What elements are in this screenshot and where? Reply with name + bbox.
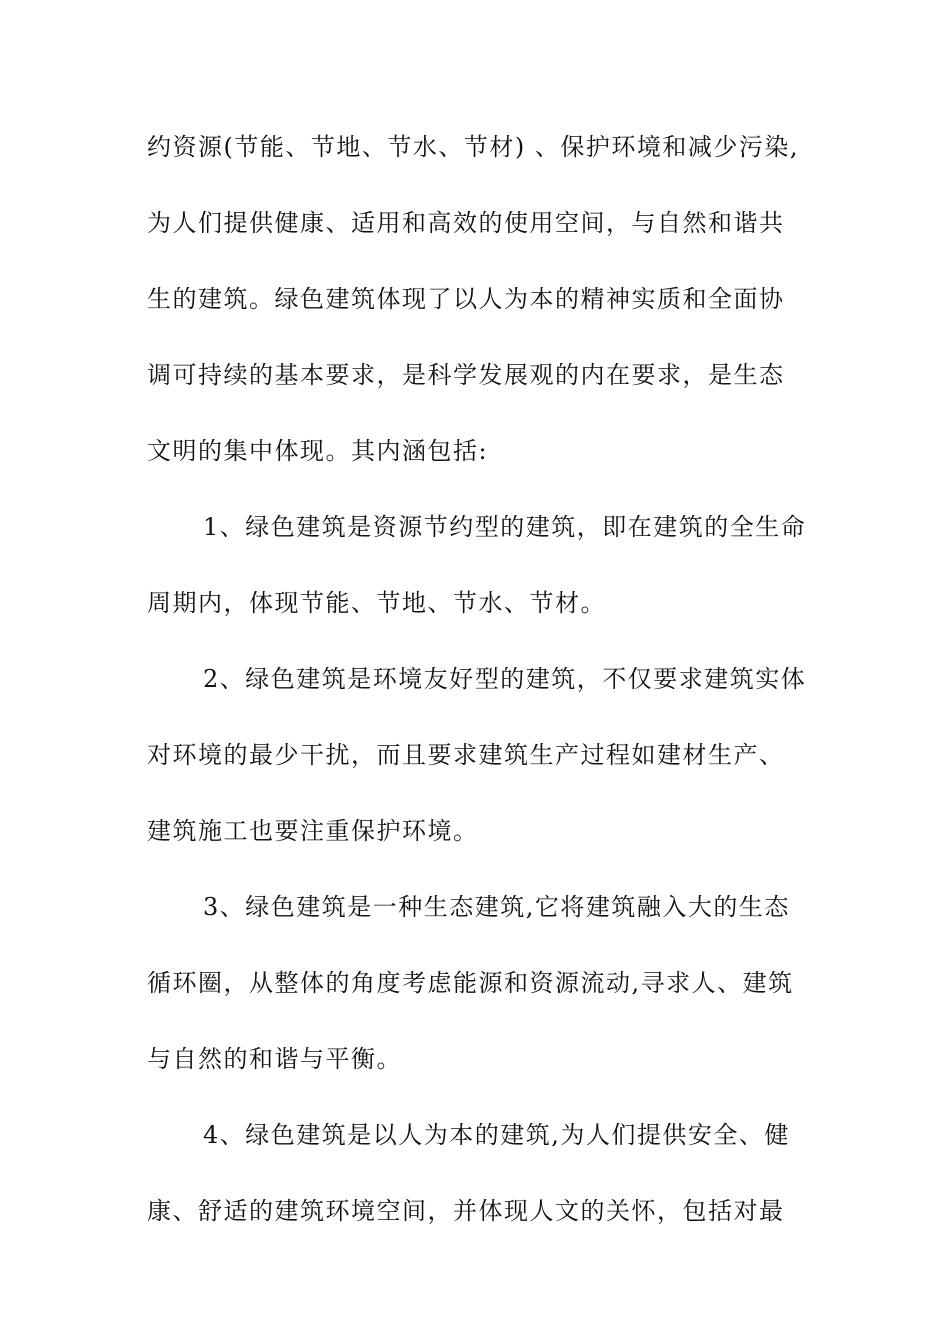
text-line: 康、舒适的建筑环境空间，并体现人文的关怀，包括对最 <box>147 1197 785 1225</box>
text-line: 为人们提供健康、适用和高效的使用空间，与自然和谐共 <box>147 209 785 237</box>
text-line: 与自然的和谐与平衡。 <box>147 1045 402 1073</box>
paragraph-4-start: 4、绿色建筑是以人为本的建筑,为人们提供安全、健 <box>203 1121 790 1149</box>
text-line: 生的建筑。绿色建筑体现了以人为本的精神实质和全面协 <box>147 285 785 313</box>
text-line: 建筑施工也要注重保护环境。 <box>147 817 479 845</box>
text-line: 文明的集中体现。其内涵包括: <box>147 437 489 465</box>
text-line: 对环境的最少干扰，而且要求建筑生产过程如建材生产、 <box>147 741 785 769</box>
paragraph-3-start: 3、绿色建筑是一种生态建筑,它将建筑融入大的生态 <box>203 893 790 921</box>
text-line: 周期内，体现节能、节地、节水、节材。 <box>147 589 606 617</box>
paragraph-1-start: 1、绿色建筑是资源节约型的建筑，即在建筑的全生命 <box>203 513 807 541</box>
paragraph-2-start: 2、绿色建筑是环境友好型的建筑，不仅要求建筑实体 <box>203 665 807 693</box>
body-text <box>147 128 817 1268</box>
text-line: 循环圈，从整体的角度考虑能源和资源流动,寻求人、建筑 <box>147 969 794 997</box>
text-line: 约资源(节能、节地、节水、节材) 、保护环境和减少污染, <box>147 133 799 161</box>
text-line: 调可持续的基本要求，是科学发展观的内在要求，是生态 <box>147 361 785 389</box>
